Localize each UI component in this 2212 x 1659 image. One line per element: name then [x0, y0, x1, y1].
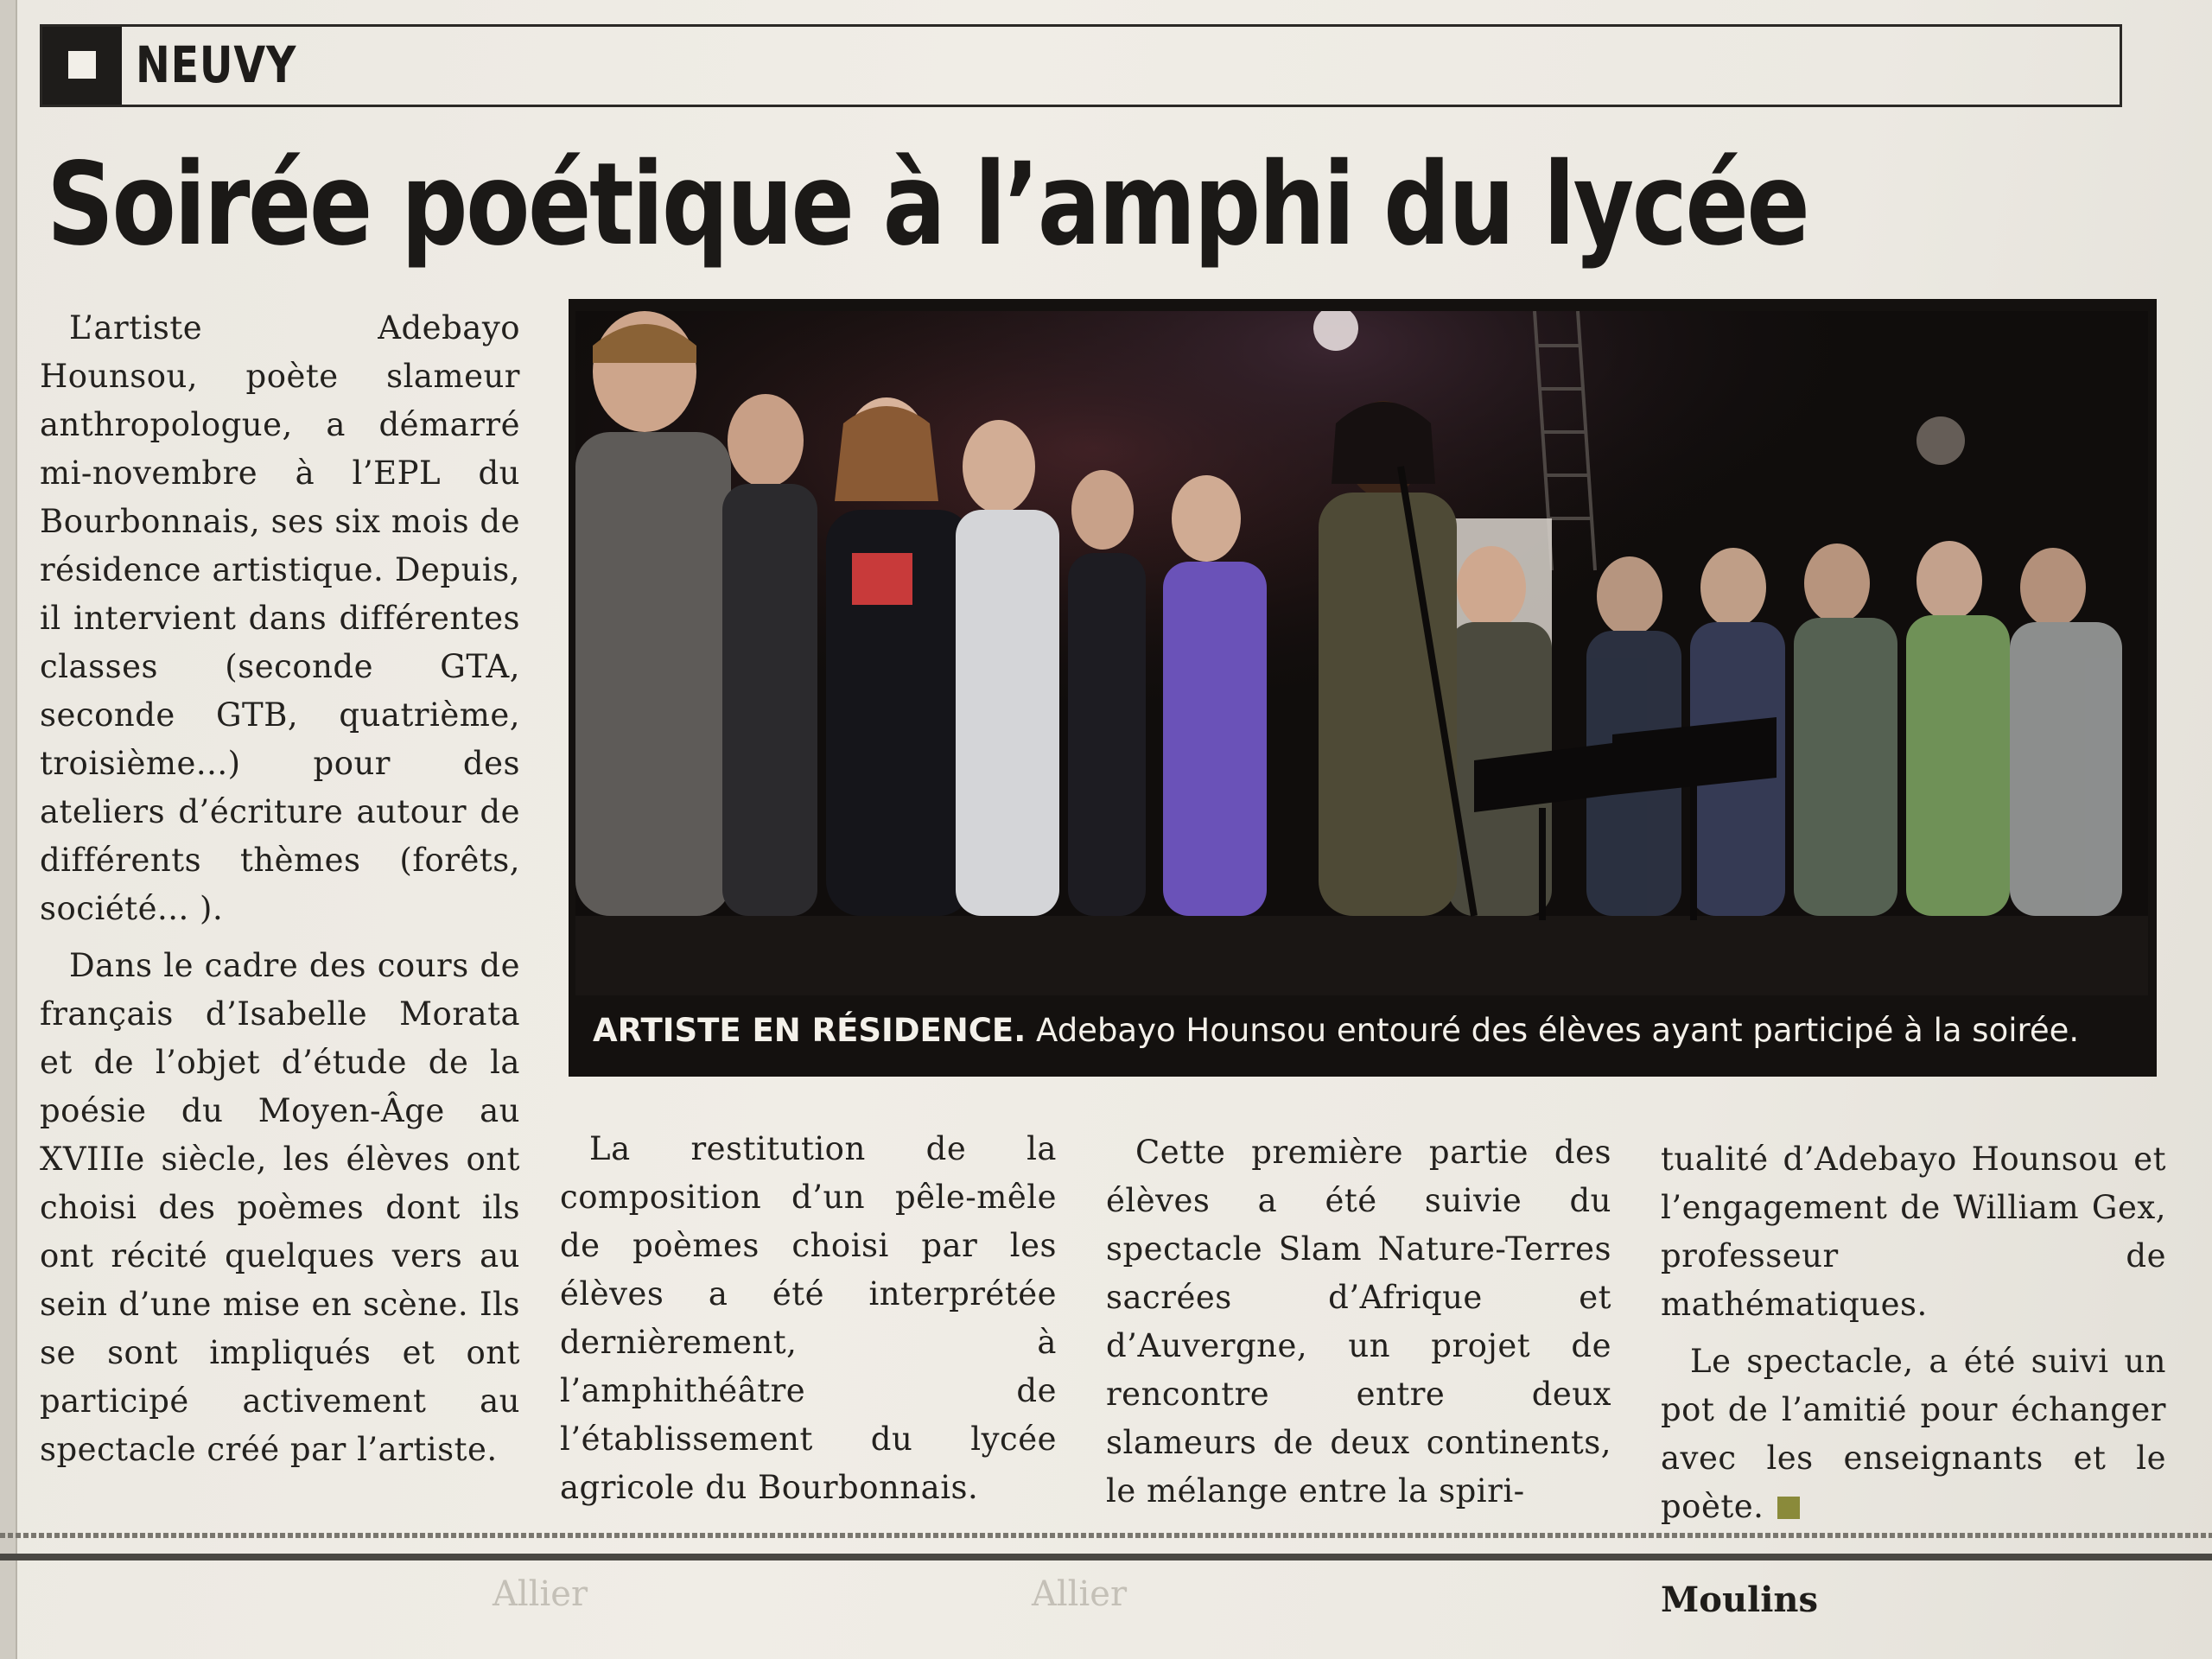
final-text: Le spectacle, a été suivi un pot de l’amitié pour échanger avec les enseignants et le poète.	[1661, 1343, 2166, 1525]
article-column-1	[40, 304, 520, 1483]
article-column-3	[1106, 1128, 1611, 1524]
headline: Soirée poétique à l’amphi du lycée	[47, 138, 1808, 271]
page-edge	[0, 0, 17, 1659]
caption-title: ARTISTE EN RÉSIDENCE.	[593, 1012, 1027, 1049]
caption-text: Adebayo Hounsou entouré des élèves ayant participé à la soirée.	[1036, 1012, 2080, 1049]
stage-photo	[575, 311, 2148, 995]
section-header	[40, 24, 2122, 107]
footer-ghost-text: Allier	[1032, 1574, 1128, 1614]
footer-rule	[0, 1554, 2212, 1560]
article-column-2	[560, 1125, 1057, 1521]
article-paragraph: Cette première partie des élèves a été suivie du spectacle Slam Nature-Terres sacrées d’Afrique et d’Auvergne, un projet de rencontre entre deux slameurs de deux continents, le mélange entre la spiri-	[1106, 1134, 1611, 1510]
article-paragraph: tualité d’Adebayo Hounsou et l’engagement de William Gex, professeur de mathématiques.	[1661, 1141, 2166, 1323]
footer-city: Moulins	[1661, 1580, 1819, 1620]
article-paragraph: Dans le cadre des cours de français d’Isabelle Morata et de l’objet d’étude de la poésie du Moyen-Âge au XVIIIe siècle, les élèves ont choisi des poèmes dont ils ont récité quelques vers au sein d’une mise en scène. Ils se sont impliqués et ont participé activement au spectacle créé par l’artiste.	[40, 947, 520, 1468]
dotted-rule	[0, 1533, 2212, 1538]
photo-caption	[593, 1001, 2148, 1061]
footer-ghost-text: Allier	[493, 1574, 588, 1614]
section-square-icon	[42, 27, 122, 105]
article-paragraph: La restitution de la composition d’un pêle-mêle de poèmes choisi par les élèves a été interprétée dernièrement, à l’amphithéâtre de l’établissement du lycée agricole du Bourbonnais.	[560, 1130, 1057, 1506]
end-of-article-icon	[1777, 1497, 1800, 1519]
article-paragraph-final	[1661, 1338, 2166, 1531]
article-column-4	[1661, 1135, 2166, 1540]
article-paragraph: L’artiste Adebayo Hounsou, poète slameur anthropologue, a démarré mi-novembre à l’EPL du Bourbonnais, ses six mois de résidence artistique. Depuis, il intervient dans différentes classes (seconde GTA, seconde GTB, quatrième, troisième...) pour des ateliers d’écriture autour de différents thèmes (forêts, société... ).	[40, 309, 520, 927]
section-label: NEUVY	[136, 35, 297, 94]
photo-block	[569, 299, 2157, 1077]
